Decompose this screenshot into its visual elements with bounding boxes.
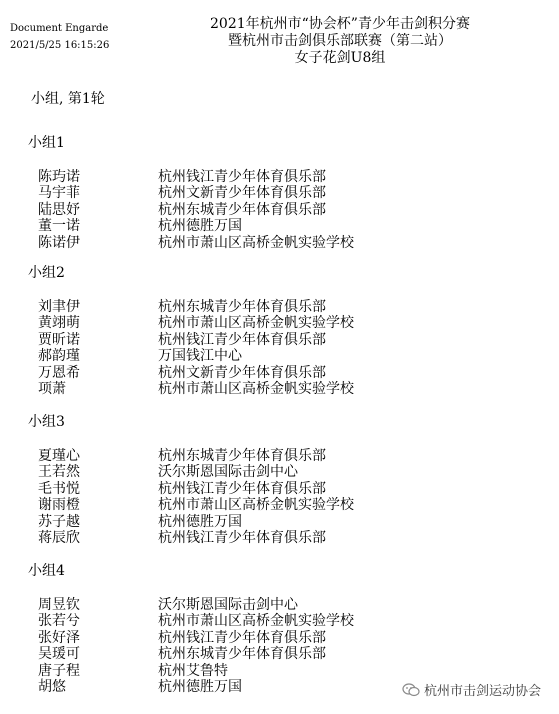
- fencer-club: 杭州钱江青少年体育俱乐部: [158, 530, 326, 547]
- fencer-name: 陈玙诺: [38, 169, 80, 185]
- fencer-club: 杭州文新青少年体育俱乐部: [158, 364, 326, 381]
- fencer-club: 杭州钱江青少年体育俱乐部: [158, 331, 326, 348]
- fencer-name: 陈诺伊: [38, 234, 80, 251]
- fencer-club: 杭州钱江青少年体育俱乐部: [158, 629, 326, 646]
- fencer-name: 郝韵瑾: [38, 348, 80, 365]
- fencer-row: [28, 218, 354, 234]
- fencer-club: 沃尔斯恩国际击剑中心: [158, 464, 298, 481]
- fencer-club: 杭州东城青少年体育俱乐部: [158, 299, 326, 315]
- fencer-row: [28, 169, 354, 185]
- fencer-row: [28, 348, 354, 364]
- fencer-club: 杭州钱江青少年体育俱乐部: [158, 480, 326, 497]
- fencer-row: [28, 679, 354, 695]
- wechat-icon: [402, 683, 420, 697]
- fencer-row: [28, 597, 354, 613]
- fencer-name: 董一诺: [38, 218, 80, 235]
- fencer-row: [28, 613, 354, 629]
- fencer-name: 吴瑗可: [38, 646, 80, 663]
- fencer-name: 唐子程: [38, 662, 80, 679]
- watermark-text: 杭州市击剑运动协会: [424, 684, 542, 699]
- fencer-name: 蒋辰欣: [38, 530, 80, 547]
- fencer-row: [28, 481, 354, 497]
- fencer-name: 毛书悦: [38, 480, 80, 497]
- fencer-club: 杭州东城青少年体育俱乐部: [158, 646, 326, 663]
- fencer-row: [28, 464, 354, 480]
- fencer-club: 杭州东城青少年体育俱乐部: [158, 448, 326, 464]
- pool-2: [28, 265, 354, 397]
- document-meta: [10, 20, 109, 54]
- app-name: Document Engarde: [10, 23, 109, 34]
- fencer-name: 刘聿伊: [38, 299, 80, 315]
- fencer-name: 谢雨橙: [38, 497, 80, 514]
- fencer-club: 杭州市萧山区高桥金帆实验学校: [158, 497, 354, 514]
- fencer-club: 杭州市萧山区高桥金帆实验学校: [158, 315, 354, 332]
- fencer-club: 杭州钱江青少年体育俱乐部: [158, 169, 326, 185]
- pool-title: 小组4: [28, 563, 65, 579]
- fencer-club: 杭州东城青少年体育俱乐部: [158, 201, 326, 218]
- timestamp: 2021/5/25 16:15:26: [10, 40, 110, 51]
- fencer-club: 杭州文新青少年体育俱乐部: [158, 185, 326, 202]
- fencer-row: [28, 381, 354, 397]
- title-line-3: 女子花剑U8组: [294, 50, 386, 66]
- fencer-club: 杭州市萧山区高桥金帆实验学校: [158, 234, 354, 251]
- title-line-1: 2021年杭州市“协会杯”青少年击剑积分赛: [210, 16, 470, 32]
- fencer-club: 杭州德胜万国: [158, 218, 242, 235]
- fencer-row: [28, 497, 354, 513]
- fencer-name: 夏瑾心: [38, 448, 80, 464]
- fencer-name: 贾昕诺: [38, 331, 80, 348]
- fencer-club: 杭州德胜万国: [158, 513, 242, 530]
- watermark: [402, 680, 541, 699]
- fencer-row: [28, 185, 354, 201]
- fencer-club: 杭州市萧山区高桥金帆实验学校: [158, 381, 354, 398]
- pool-title: 小组1: [28, 135, 65, 151]
- fencer-row: [28, 235, 354, 251]
- fencer-club: 万国钱江中心: [158, 348, 242, 365]
- pool-4: [28, 563, 354, 695]
- fencer-row: [28, 530, 354, 546]
- pool-1: [28, 135, 354, 251]
- fencer-club: 杭州市萧山区高桥金帆实验学校: [158, 613, 354, 630]
- document-titles: [130, 16, 550, 67]
- fencer-row: [28, 514, 354, 530]
- title-line-2: 暨杭州市击剑俱乐部联赛（第二站）: [228, 33, 452, 49]
- fencer-row: [28, 365, 354, 381]
- pool-title: 小组3: [28, 414, 65, 430]
- fencer-row: [28, 663, 354, 679]
- fencer-club: 杭州德胜万国: [158, 679, 242, 696]
- fencer-name: 项萧: [38, 381, 66, 398]
- fencer-name: 张好泽: [38, 629, 80, 646]
- fencer-row: [28, 630, 354, 646]
- fencer-row: [28, 202, 354, 218]
- fencer-name: 胡悠: [38, 679, 66, 696]
- fencer-club: 沃尔斯恩国际击剑中心: [158, 597, 298, 613]
- fencer-row: [28, 315, 354, 331]
- fencer-name: 张若兮: [38, 613, 80, 630]
- fencer-name: 马宇菲: [38, 185, 80, 202]
- pool-3: [28, 414, 354, 546]
- fencer-row: [28, 299, 354, 315]
- fencer-row: [28, 646, 354, 662]
- fencer-club: 杭州艾鲁特: [158, 662, 228, 679]
- pool-title: 小组2: [28, 265, 65, 281]
- round-label: 小组, 第1轮: [31, 91, 105, 107]
- fencer-row: [28, 332, 354, 348]
- fencer-name: 黄翊萌: [38, 315, 80, 332]
- fencer-row: [28, 448, 354, 464]
- fencer-name: 周昱钦: [38, 597, 80, 613]
- fencer-name: 苏子越: [38, 513, 80, 530]
- fencer-name: 万恩希: [38, 364, 80, 381]
- fencer-name: 王若然: [38, 464, 80, 481]
- fencer-name: 陆思妤: [38, 201, 80, 218]
